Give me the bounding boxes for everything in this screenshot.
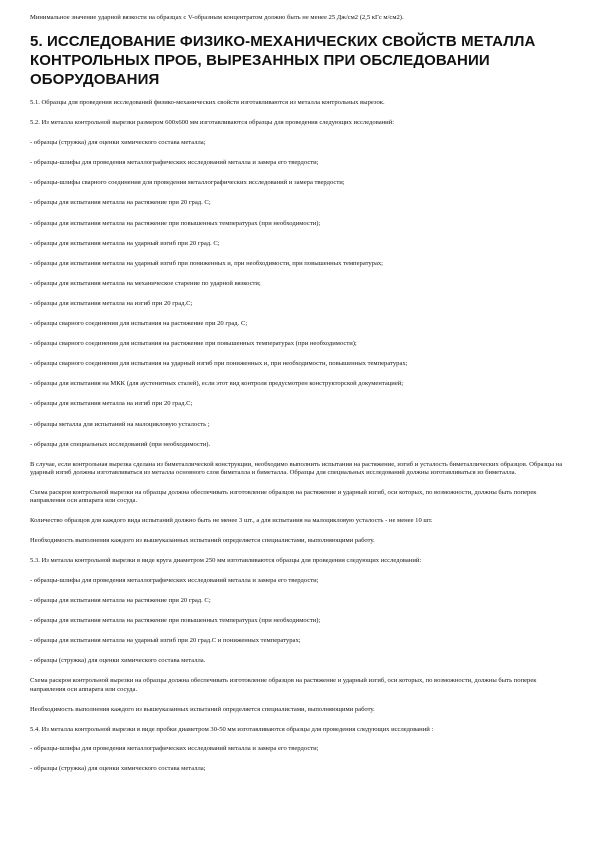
- paragraph-5-1: 5.1. Образцы для проведения исследований физико-механических свойств изготавливаются из металла контрольных вырезок.: [30, 99, 385, 106]
- cutting-scheme-paragraph: Схема раскроя контрольной вырезки на образцы должна обеспечивать изготовление образцов на растяжение и ударный изгиб, оси которых, по возможности, должны быть поперек направления оси аппарата или сосуда.: [30, 488, 537, 505]
- list-item: - образцы (стружка) для оценки химического состава металла;: [30, 139, 206, 147]
- list-item: - образцы для испытания металла на ударный изгиб при пониженных и, при необходимости, при повышенных температурах;: [30, 259, 384, 267]
- list-item: - образцы-шлифы для проведения металлографических исследований металла и замера его твердости;: [30, 745, 319, 753]
- list-item: - образцы для испытания металла на растяжение при повышенных температурах (при необходимости);: [30, 617, 321, 625]
- list-item: - образцы для испытания на МКК (для аустенитных сталей), если этот вид контроля предусмотрен конструкторской документацией;: [30, 380, 404, 388]
- list-item: - образцы для испытания металла на ударный изгиб при 20 град.С и пониженных температурах;: [30, 637, 301, 645]
- list-item: - образцы для испытания металла на растяжение при 20 град. С;: [30, 596, 211, 604]
- list-item: - образцы для испытания металла на ударный изгиб при 20 град. С;: [30, 239, 220, 247]
- list-item: - образцы металла для испытаний на малоцикловую усталость ;: [30, 420, 210, 428]
- necessity-paragraph: Необходимость выполнения каждого из вышеуказанных испытаний определяется специалистами, выполняющими работу.: [30, 705, 375, 713]
- list-item: - образцы сварного соединения для испытания на ударный изгиб при пониженных и, при необходимости, повышенных температурах;: [30, 360, 408, 368]
- paragraph-5-2: 5.2. Из металла контрольной вырезки размером 600х600 мм изготавливаются образцы для проведения следующих исследований:: [30, 119, 395, 127]
- list-item: - образцы-шлифы для проведения металлографических исследований металла и замера его твердости;: [30, 576, 319, 584]
- list-item: - образцы для испытания металла на растяжение при повышенных температурах (при необходимости);: [30, 219, 321, 227]
- list-item: - образцы для испытания металла на растяжение при 20 град. С;: [30, 199, 211, 207]
- section-title: 5. ИССЛЕДОВАНИЕ ФИЗИКО-МЕХАНИЧЕСКИХ СВОЙСТВ МЕТАЛЛА КОНТРОЛЬНЫХ ПРОБ, ВЫРЕЗАННЫХ ПРИ ОБСЛЕДОВАНИИ ОБОРУДОВАНИЯ: [30, 33, 536, 88]
- cutting-scheme-paragraph: Схема раскроя контрольной вырезки на образцы должна обеспечивать изготовление образцов на растяжение и ударный изгиб, оси которых, по возможности, должны быть поперек направления оси аппарата или сосуда.: [30, 677, 537, 693]
- list-item: - образцы сварного соединения для испытания на растяжение при 20 град. С;: [30, 320, 248, 328]
- list-item: - образцы (стружка) для оценки химического состава металла.: [30, 657, 206, 665]
- necessity-paragraph: Необходимость выполнения каждого из вышеуказанных испытаний определяется специалистами, выполняющими работу.: [30, 536, 375, 544]
- document-page: [30, 14, 570, 785]
- list-item: - образцы (стружка) для оценки химического состава металла;: [30, 765, 206, 773]
- list-item: - образцы-шлифы для проведения металлографических исследований металла и замера его твердости;: [30, 159, 319, 167]
- lead-text: Минимальное значение ударной вязкости на образцах с V-образным концентратом должно быть не менее 25 Дж/см2 (2,5 кГс м/см2).: [30, 14, 404, 21]
- list-item: - образцы для специальных исследований (при необходимости).: [30, 440, 211, 448]
- sample-count-paragraph: Количество образцов для каждого вида испытаний должно быть не менее 3 шт., а для испытания на малоцикловую усталость - не менее 10 шт.: [30, 517, 433, 525]
- list-item: - образцы для испытания металла на изгиб при 20 град.С;: [30, 299, 193, 307]
- list-item: - образцы для испытания металла на изгиб при 20 град.С;: [30, 400, 193, 408]
- list-item: - образцы-шлифы сварного соединения для проведения металлографических исследований и замера твердости;: [30, 179, 345, 187]
- bimetal-paragraph: В случае, если контрольная вырезка сделана из биметаллической конструкции, необходимо выполнить испытания на растяжение, изгиб и усталость биметаллических образцов. Образцы на ударный изгиб должны изготавливаться из металла основного слоя биметалла и биметалла. Образцы для специальных исследований должны изготавливаться из биметалла.: [30, 460, 563, 477]
- paragraph-5-3: 5.3. Из металла контрольной вырезки в виде круга диаметром 250 мм изготавливаются образцы для проведения следующих исследований:: [30, 556, 422, 564]
- list-item: - образцы для испытания металла на механическое старение по ударной вязкости;: [30, 279, 261, 287]
- list-item: - образцы сварного соединения для испытания на растяжение при повышенных температурах (при необходимости);: [30, 340, 357, 348]
- paragraph-5-4: 5.4. Из металла контрольной вырезки в виде пробки диаметром 30-50 мм изготавливаются образцы для проведения следующих исследований :: [30, 725, 434, 733]
